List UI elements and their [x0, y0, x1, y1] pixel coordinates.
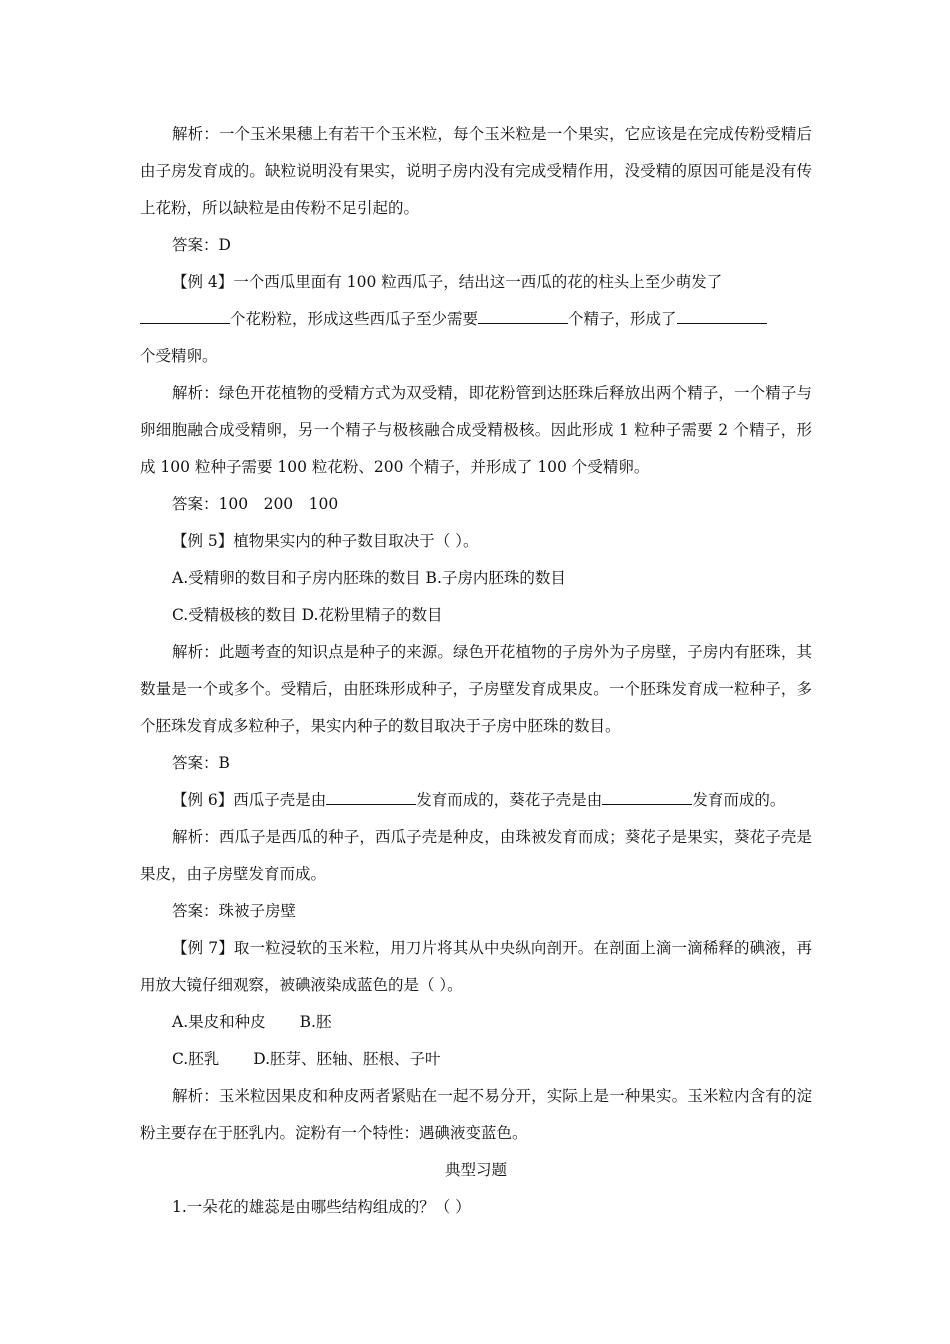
option-b: B.胚 — [299, 1013, 332, 1031]
example-3-answer: 答案：D — [172, 236, 231, 254]
example-7-analysis: 解析：玉米粒因果皮和种皮两者紧贴在一起不易分开，实际上是一种果实。玉米粒内含有的淀粉主要存在于胚乳内。淀粉有一个特性：遇碘液变蓝色。 — [140, 1087, 812, 1142]
example-6-question-text: 发育而成的，葵花子壳是由 — [416, 791, 603, 809]
answer-blank — [326, 790, 416, 805]
answer-blank — [478, 309, 568, 324]
answer-blank — [677, 309, 767, 324]
example-4-question-line1 — [140, 264, 812, 301]
example-5-analysis: 解析：此题考查的知识点是种子的来源。绿色开花植物的子房外为子房壁，子房内有胚珠，其数量是一个或多个。受精后，由胚珠形成种子，子房壁发育成果皮。一个胚珠发育成一粒种子，多个胚珠发育成多粒种子，果实内种子的数目取决于子房中胚珠的数目。 — [140, 643, 812, 735]
example-6-analysis: 解析：西瓜子是西瓜的种子，西瓜子壳是种皮，由珠被发育而成；葵花子是果实，葵花子壳是果皮，由子房壁发育而成。 — [140, 828, 812, 883]
option-a: A.果皮和种皮 — [172, 1013, 266, 1031]
example-6-answer: 答案：珠被子房壁 — [172, 902, 297, 920]
example-5-options-cd: C.受精极核的数目 D.花粉里精子的数目 — [172, 606, 443, 624]
example-5-question: 【例 5】植物果实内的种子数目取决于（ ）。 — [172, 532, 479, 550]
example-3-analysis: 解析：一个玉米果穗上有若干个玉米粒，每个玉米粒是一个果实，它应该是在完成传粉受精后由子房发育成的。缺粒说明没有果实，说明子房内没有完成受精作用，没受精的原因可能是没有传上花粉，所以缺粒是由传粉不足引起的。 — [140, 125, 812, 217]
answer-blank — [602, 790, 692, 805]
exercise-1-question: 1.一朵花的雄蕊是由哪些结构组成的？（ ） — [172, 1198, 471, 1216]
document-page — [140, 116, 812, 1226]
example-4-question-text: 个受精卵。 — [140, 347, 218, 365]
example-4-question-line2 — [140, 301, 812, 338]
example-5-answer: 答案：B — [172, 754, 230, 772]
example-4-question-text: 【例 4】一个西瓜里面有 100 粒西瓜子，结出这一西瓜的花的柱头上至少萌发了 — [172, 273, 723, 291]
example-6-question-text: 【例 6】西瓜子壳是由 — [172, 791, 327, 809]
example-5-options-ab: A.受精卵的数目和子房内胚珠的数目 B.子房内胚珠的数目 — [172, 569, 566, 587]
example-6-question-text: 发育而成的。 — [692, 791, 786, 809]
exercises-heading: 典型习题 — [444, 1161, 507, 1179]
answer-blank — [140, 309, 230, 324]
example-7-options-ab — [140, 1004, 812, 1041]
example-7-question: 【例 7】取一粒浸软的玉米粒，用刀片将其从中央纵向剖开。在剖面上滴一滴稀释的碘液，再用放大镜仔细观察，被碘液染成蓝色的是（ ）。 — [140, 939, 812, 994]
example-4-question-line3 — [140, 338, 812, 375]
example-4-analysis: 解析：绿色开花植物的受精方式为双受精，即花粉管到达胚珠后释放出两个精子，一个精子与卵细胞融合成受精卵，另一个精子与极核融合成受精极核。因此形成 1 粒种子需要 2 个精子，形成 100 粒种子需要 100 粒花粉、200 个精子，并形成了 100 个受精卵。 — [140, 384, 812, 476]
example-4-answer: 答案：100 200 100 — [172, 495, 339, 513]
example-4-question-text: 个精子，形成了 — [568, 310, 677, 328]
option-c: C.胚乳 — [172, 1050, 220, 1068]
example-6-question — [140, 782, 812, 819]
example-7-options-cd — [140, 1041, 812, 1078]
option-d: D.胚芽、胚轴、胚根、子叶 — [253, 1050, 441, 1068]
example-4-question-text: 个花粉粒，形成这些西瓜子至少需要 — [230, 310, 479, 328]
